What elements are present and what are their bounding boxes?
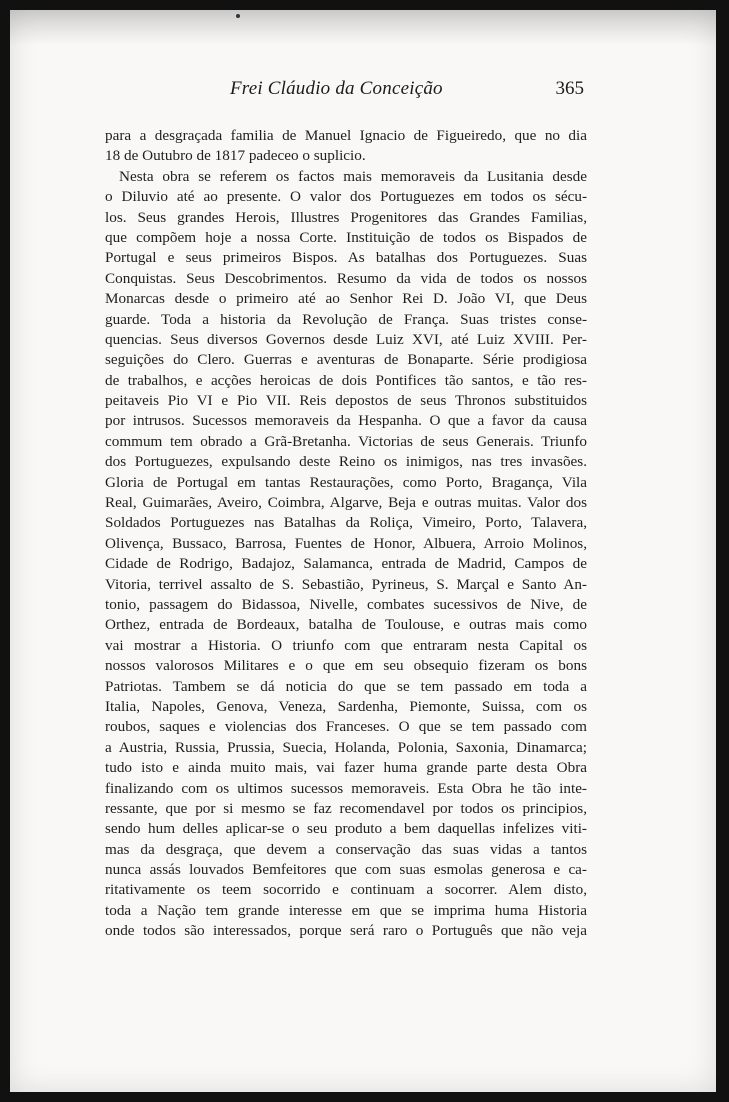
text-line: Patriotas. Tambem se dá noticia do que se tem passado em toda a [105, 677, 587, 695]
text-line: de trabalhos, e acções heroicas de dois Pontifices tão santos, e tão res- [105, 371, 587, 389]
text-line: finalizando com os ultimos sucessos memoraveis. Esta Obra he tão inte- [105, 779, 587, 797]
scan-shadow [10, 10, 716, 46]
body-text [105, 126, 587, 942]
text-line: los. Seus grandes Herois, Illustres Progenitores das Grandes Familias, [105, 208, 587, 226]
text-line: por intrusos. Sucessos memoraveis da Hespanha. O que a favor da causa [105, 412, 587, 430]
text-line: Olivença, Bussaco, Barrosa, Fuentes de Honor, Albuera, Arroio Molinos, [105, 534, 587, 552]
text-line: tonio, passagem do Bidassoa, Nivelle, combates sucessivos de Nive, de [105, 595, 587, 613]
text-line: mas da desgraça, que devem a conservação das suas vidas a tantos [105, 840, 587, 858]
ink-speck [236, 14, 240, 18]
text-line: toda a Nação tem grande interesse em que se imprima huma Historia [105, 901, 587, 919]
page [10, 10, 716, 1092]
text-line: Conquistas. Seus Descobrimentos. Resumo da vida de todos os nossos [105, 269, 587, 287]
text-line: o Diluvio até ao presente. O valor dos Portuguezes em todos os sécu- [105, 188, 587, 206]
text-line: ressante, que por si mesmo se faz recomendavel por todos os principios, [105, 799, 587, 817]
text-line: a Austria, Russia, Prussia, Suecia, Holanda, Polonia, Saxonia, Dinamarca; [105, 738, 587, 756]
text-line: roubos, saques e violencias dos Franceses. O que se tem passado com [105, 718, 587, 736]
text-line: Portugal e seus primeiros Bispos. As batalhas dos Portuguezes. Suas [105, 249, 587, 267]
text-line: que compõem hoje a nossa Corte. Instituição de todos os Bispados de [105, 228, 587, 246]
text-line: quencias. Seus diversos Governos desde Luiz XVI, até Luiz XVIII. Per- [105, 330, 587, 348]
text-line: onde todos são interessados, porque será raro o Português que não veja [105, 922, 587, 940]
page-header [10, 78, 716, 104]
text-line: peitaveis Pio VI e Pio VII. Reis depostos de seus Thronos substituidos [105, 392, 587, 410]
text-line: dos Portuguezes, expulsando deste Reino os inimigos, nas tres invasões. [105, 453, 587, 471]
text-line: Gloria de Portugal em tantas Restaurações, como Porto, Bragança, Vila [105, 473, 587, 491]
running-title: Frei Cláudio da Conceição [230, 78, 443, 99]
text-line: ritativamente os teem socorrido e continuam a socorrer. Alem disto, [105, 881, 587, 899]
text-line: Nesta obra se referem os factos mais memoraveis da Lusitania desde [119, 167, 587, 185]
text-line: Orthez, entrada de Bordeaux, batalha de Toulouse, e outras mais como [105, 616, 587, 634]
text-line: seguições do Clero. Guerras e aventuras de Bonaparte. Série prodigiosa [105, 351, 587, 369]
text-line: para a desgraçada familia de Manuel Ignacio de Figueiredo, que no dia [105, 127, 587, 144]
text-line: sendo hum delles aplicar-se o seu produto a bem daquellas infelizes viti- [105, 820, 587, 838]
text-line: nossos valorosos Militares e o que em seu obsequio fizeram os bons [105, 657, 587, 675]
text-line: tudo isto e ainda muito mais, vai fazer huma grande parte desta Obra [105, 759, 587, 777]
text-line: 18 de Outubro de 1817 padeceo o suplicio. [105, 147, 366, 165]
text-line: vai mostrar a Historia. O triunfo com que entraram nesta Capital os [105, 636, 587, 654]
text-line: nunca assás louvados Bemfeitores que com suas esmolas generosa e ca- [105, 861, 587, 879]
text-line: Cidade de Rodrigo, Badajoz, Salamanca, entrada de Madrid, Campos de [105, 555, 587, 573]
page-number: 365 [555, 78, 584, 99]
text-line: Soldados Portuguezes nas Batalhas da Roliça, Vimeiro, Porto, Talavera, [105, 514, 587, 532]
text-line: Real, Guimarães, Aveiro, Coimbra, Algarve, Beja e outras muitas. Valor dos [105, 494, 587, 512]
text-line: guarde. Toda a historia da Revolução de França. Suas tristes conse- [105, 310, 587, 328]
text-line: Vitoria, terrivel assalto de S. Sebastião, Pyrineus, S. Marçal e Santo An- [105, 575, 587, 593]
text-line: Italia, Napoles, Genova, Veneza, Sardenha, Piemonte, Suissa, com os [105, 697, 587, 715]
text-line: Monarcas desde o primeiro até ao Senhor Rei D. João VI, que Deus [105, 290, 587, 308]
text-line: commum tem obrado a Grã-Bretanha. Victorias de seus Generais. Triunfo [105, 432, 587, 450]
